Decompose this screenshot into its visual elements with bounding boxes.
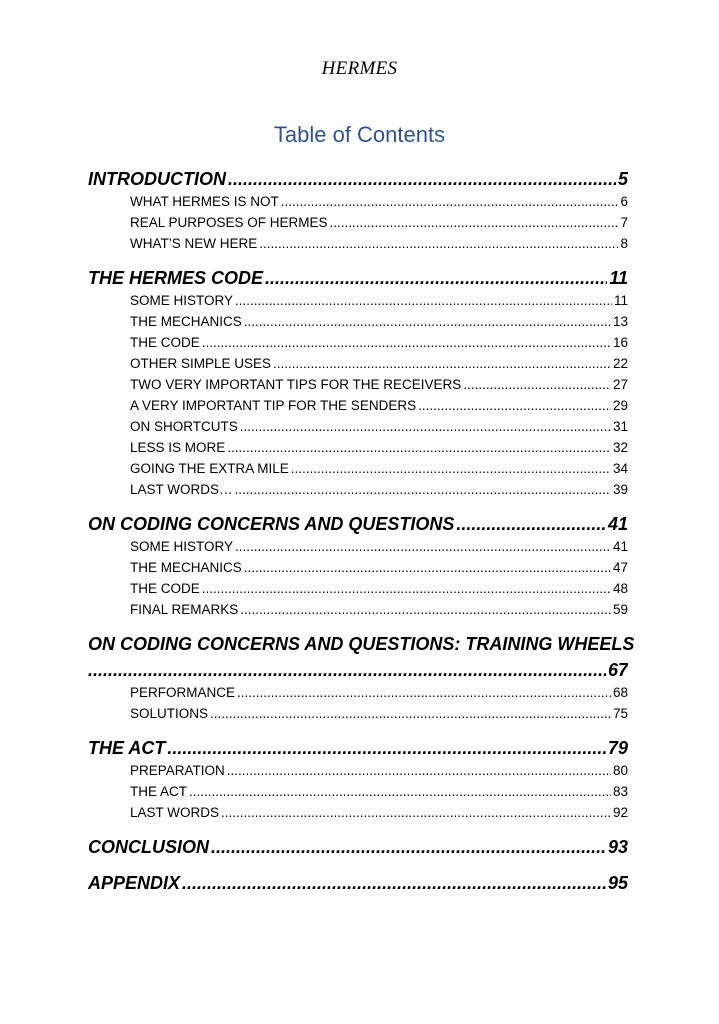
toc-entry-the-hermes-code[interactable] (88, 268, 628, 289)
toc-entry-page: 6 (620, 194, 628, 209)
toc-entry-training-wheels-label[interactable]: ON CODING CONCERNS AND QUESTIONS: TRAINING WHEELS (88, 634, 635, 654)
toc-subentry[interactable] (130, 560, 628, 575)
dot-leader (202, 335, 611, 350)
toc-entry-page: 79 (607, 738, 628, 758)
toc-entry-label: THE MECHANICS (130, 314, 242, 329)
dot-leader (237, 685, 611, 700)
toc-entry-label: LAST WORDS (130, 805, 220, 820)
toc-entry-page: 83 (612, 784, 628, 799)
toc-entry-page: 27 (612, 377, 628, 392)
toc-subentry[interactable] (130, 539, 628, 554)
toc-entry-page: 5 (617, 169, 628, 189)
dot-leader (273, 356, 611, 371)
toc-entry-page: 41 (612, 539, 628, 554)
dot-leader (456, 514, 606, 535)
toc-subentry[interactable] (130, 194, 628, 209)
dot-leader (463, 377, 611, 392)
dot-leader (227, 763, 611, 778)
toc-entry-page: 93 (607, 837, 628, 857)
dot-leader (182, 873, 606, 894)
toc-entry-page: 47 (612, 560, 628, 575)
dot-leader (418, 398, 611, 413)
dot-leader (210, 706, 611, 721)
dot-leader (211, 837, 606, 858)
toc-entry-label: THE ACT (130, 784, 188, 799)
toc-subentry[interactable] (130, 335, 628, 350)
toc-entry-label: LESS IS MORE (130, 440, 226, 455)
toc-entry-page: 67 (607, 660, 628, 680)
toc-entry-on-coding-concerns[interactable] (88, 514, 628, 535)
toc-subentry[interactable] (130, 236, 628, 251)
dot-leader (240, 602, 611, 617)
dot-leader (228, 169, 616, 190)
toc-subentry[interactable] (130, 440, 628, 455)
toc-entry-label: THE MECHANICS (130, 560, 242, 575)
toc-entry-label: ON CODING CONCERNS AND QUESTIONS (88, 514, 455, 534)
toc-entry-label: SOME HISTORY (130, 539, 234, 554)
toc-subentry[interactable] (130, 398, 628, 413)
dot-leader (202, 581, 611, 596)
toc-entry-label: WHAT’S NEW HERE (130, 236, 258, 251)
toc-entry-page: 8 (620, 236, 628, 251)
toc-subentry[interactable] (130, 805, 628, 820)
toc-entry-label: THE CODE (130, 581, 200, 596)
toc-entry-page: 41 (607, 514, 628, 534)
dot-leader (244, 314, 611, 329)
toc-entry-label: CONCLUSION (88, 837, 209, 857)
toc-entry-label: TWO VERY IMPORTANT TIPS FOR THE RECEIVERS (130, 377, 462, 392)
dot-leader (235, 539, 611, 554)
toc-entry-label: WHAT HERMES IS NOT (130, 194, 279, 209)
dot-leader (265, 268, 607, 289)
dot-leader (167, 738, 606, 759)
toc-entry-label: APPENDIX (88, 873, 181, 893)
toc-subentry[interactable] (130, 482, 628, 497)
dot-leader (189, 784, 611, 799)
toc-entry-label: FINAL REMARKS (130, 602, 239, 617)
toc-entry-introduction[interactable] (88, 169, 628, 190)
running-header: HERMES (321, 58, 398, 79)
toc-subentry[interactable] (130, 581, 628, 596)
toc-subentry[interactable] (130, 419, 628, 434)
dot-leader (330, 215, 619, 230)
toc-entry-label: ON SHORTCUTS (130, 419, 238, 434)
toc-entry-label: PERFORMANCE (130, 685, 236, 700)
toc-entry-label: INTRODUCTION (88, 169, 226, 189)
toc-subentry[interactable] (130, 356, 628, 371)
toc-entry-page: 16 (612, 335, 628, 350)
toc-entry-label: PREPARATION (130, 763, 225, 778)
toc-entry-label: THE CODE (130, 335, 200, 350)
toc-subentry[interactable] (130, 461, 628, 476)
dot-leader (235, 482, 611, 497)
toc-entry-page: 13 (612, 314, 628, 329)
toc-entry-conclusion[interactable] (88, 837, 628, 858)
toc-subentry[interactable] (130, 706, 628, 721)
dot-leader (259, 236, 618, 251)
toc-entry-label: THE HERMES CODE (88, 268, 264, 288)
toc-entry-label: THE ACT (88, 738, 166, 758)
dot-leader (240, 419, 611, 434)
toc-subentry[interactable] (130, 215, 628, 230)
toc-subentry[interactable] (130, 602, 628, 617)
dot-leader (221, 805, 611, 820)
toc-entry-appendix[interactable] (88, 873, 628, 894)
toc-entry-page: 59 (612, 602, 628, 617)
toc-entry-page: 11 (613, 293, 628, 308)
toc-entry-label: A VERY IMPORTANT TIP FOR THE SENDERS (130, 398, 417, 413)
toc-subentry[interactable] (130, 377, 628, 392)
dot-leader (227, 440, 611, 455)
toc-entry-training-wheels[interactable] (88, 660, 628, 681)
toc-entry-page: 92 (612, 805, 628, 820)
toc-entry-page: 68 (612, 685, 628, 700)
toc-subentry[interactable] (130, 293, 628, 308)
toc-entry-page: 95 (607, 873, 628, 893)
toc-subentry[interactable] (130, 784, 628, 799)
toc-entry-page: 48 (612, 581, 628, 596)
toc-subentry[interactable] (130, 314, 628, 329)
toc-entry-label: OTHER SIMPLE USES (130, 356, 272, 371)
toc-entry-page: 31 (612, 419, 628, 434)
toc-entry-page: 75 (612, 706, 628, 721)
toc-entry-the-act[interactable] (88, 738, 628, 759)
toc-entry-page: 80 (612, 763, 628, 778)
toc-entry-page: 11 (609, 268, 628, 288)
dot-leader (235, 293, 612, 308)
dot-leader (291, 461, 611, 476)
toc-entry-label: GOING THE EXTRA MILE (130, 461, 289, 476)
dot-leader (281, 194, 619, 209)
toc-entry-page: 7 (620, 215, 628, 230)
toc-subentry[interactable] (130, 763, 628, 778)
toc-entry-label: REAL PURPOSES OF HERMES (130, 215, 328, 230)
toc-entry-page: 32 (612, 440, 628, 455)
toc-entry-page: 39 (612, 482, 628, 497)
toc-entry-page: 22 (612, 356, 628, 371)
toc-title: Table of Contents (273, 122, 446, 147)
toc-entry-page: 29 (612, 398, 628, 413)
toc-entry-page: 34 (612, 461, 628, 476)
toc-subentry[interactable] (130, 685, 628, 700)
toc-entry-label: LAST WORDS… (130, 482, 233, 497)
dot-leader (88, 660, 606, 681)
toc-entry-label: SOME HISTORY (130, 293, 234, 308)
dot-leader (244, 560, 611, 575)
toc-entry-label: SOLUTIONS (130, 706, 209, 721)
